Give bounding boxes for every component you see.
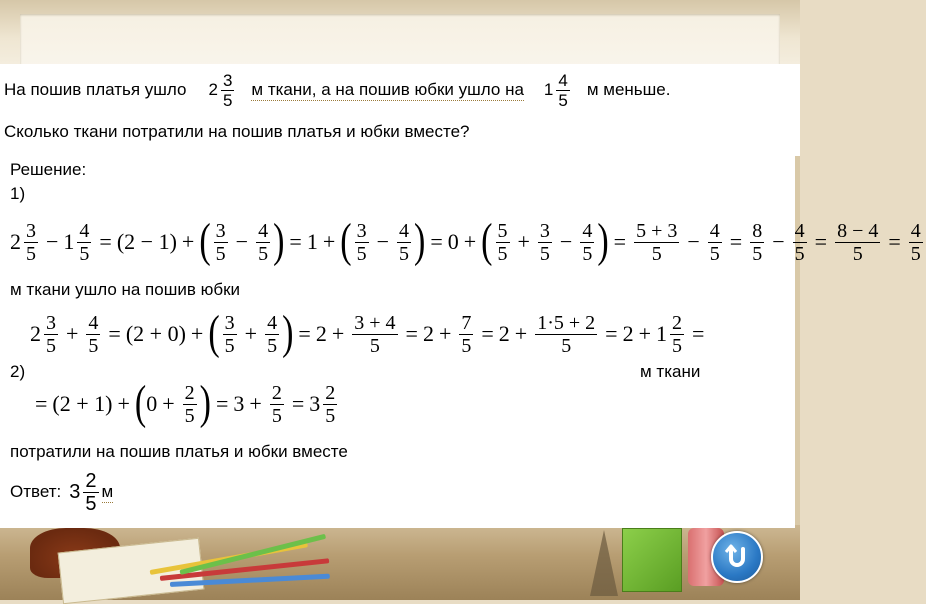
ruler-image <box>590 530 618 596</box>
step-2-caption: м ткани <box>640 362 701 381</box>
problem-panel <box>0 64 800 156</box>
solution-heading: Решение: <box>10 160 87 179</box>
solution-panel <box>0 156 921 528</box>
answer-label: Ответ: <box>10 482 62 501</box>
answer-whole: 3 <box>69 480 81 503</box>
step-1-caption: м ткани ушло на пошив юбки <box>10 280 241 299</box>
problem-text-b: м ткани, а на пошив юбки ушло на <box>251 79 524 99</box>
green-cube-image <box>622 528 682 592</box>
problem-question: Сколько ткани потратили на пошив платья и юбки вместе? <box>4 122 470 141</box>
equation-line-3: = (2 + 1) + ( 0 + $\frac{2}{5}$ ) = 3 + $\frac{2}{5}$ = 3 $\frac{2}{5}$ <box>35 377 336 430</box>
back-button[interactable] <box>711 531 763 583</box>
step-3-caption: потратили на пошив платья и юбки вместе <box>10 442 348 461</box>
decorative-frame-top <box>0 0 800 70</box>
mixed-whole: 2 <box>208 80 218 99</box>
problem-text-a: На пошив платья ушло <box>4 80 187 99</box>
problem-text-c: м меньше. <box>586 80 671 99</box>
step-2-label: 2) <box>10 362 26 381</box>
answer-unit: м <box>101 481 114 501</box>
fraction: $\frac{3}{5}$ <box>222 70 233 110</box>
equation-line-1: 2 $\frac{3}{5}$ − 1 $\frac{4}{5}$ = (2 − 1) + ( $\frac{3}{5}$ − $\frac{4}{5}$ ) = 1 + ( $\frac{3}{5}$ − $\frac{4}{5}$ ) = 0 + ( $\frac{5}{5}$ + $\frac{3}{5}$ − $\frac{4}{5}$ ) = $\frac{5 + 3}{5}$ − $\frac{4}{5}$ = $\frac{8}{5}$ − $\frac{4}{5}$ = $\frac{8 - 4}{5}$ = $\frac{4}{5}$ <box>10 215 921 268</box>
problem-line-1 <box>4 64 670 116</box>
mixed-whole: 1 <box>543 80 554 99</box>
fraction: $\frac{4}{5}$ <box>558 70 568 110</box>
pencils-image <box>150 540 450 590</box>
answer-fraction: $\frac{2}{5}$ <box>85 469 97 515</box>
u-turn-arrow-icon <box>723 543 751 571</box>
step-1-label: 1) <box>10 184 26 203</box>
answer-line <box>10 464 113 520</box>
equation-line-2: 2 $\frac{3}{5}$ + $\frac{4}{5}$ = (2 + 0) + ( $\frac{3}{5}$ + $\frac{4}{5}$ ) = 2 + $\frac{3 + 4}{5}$ = 2 + $\frac{7}{5}$ = 2 + $\frac{1\cdot 5 + 2}{5}$ = 2 + 1 $\frac{2}{5}$ = <box>30 307 705 360</box>
